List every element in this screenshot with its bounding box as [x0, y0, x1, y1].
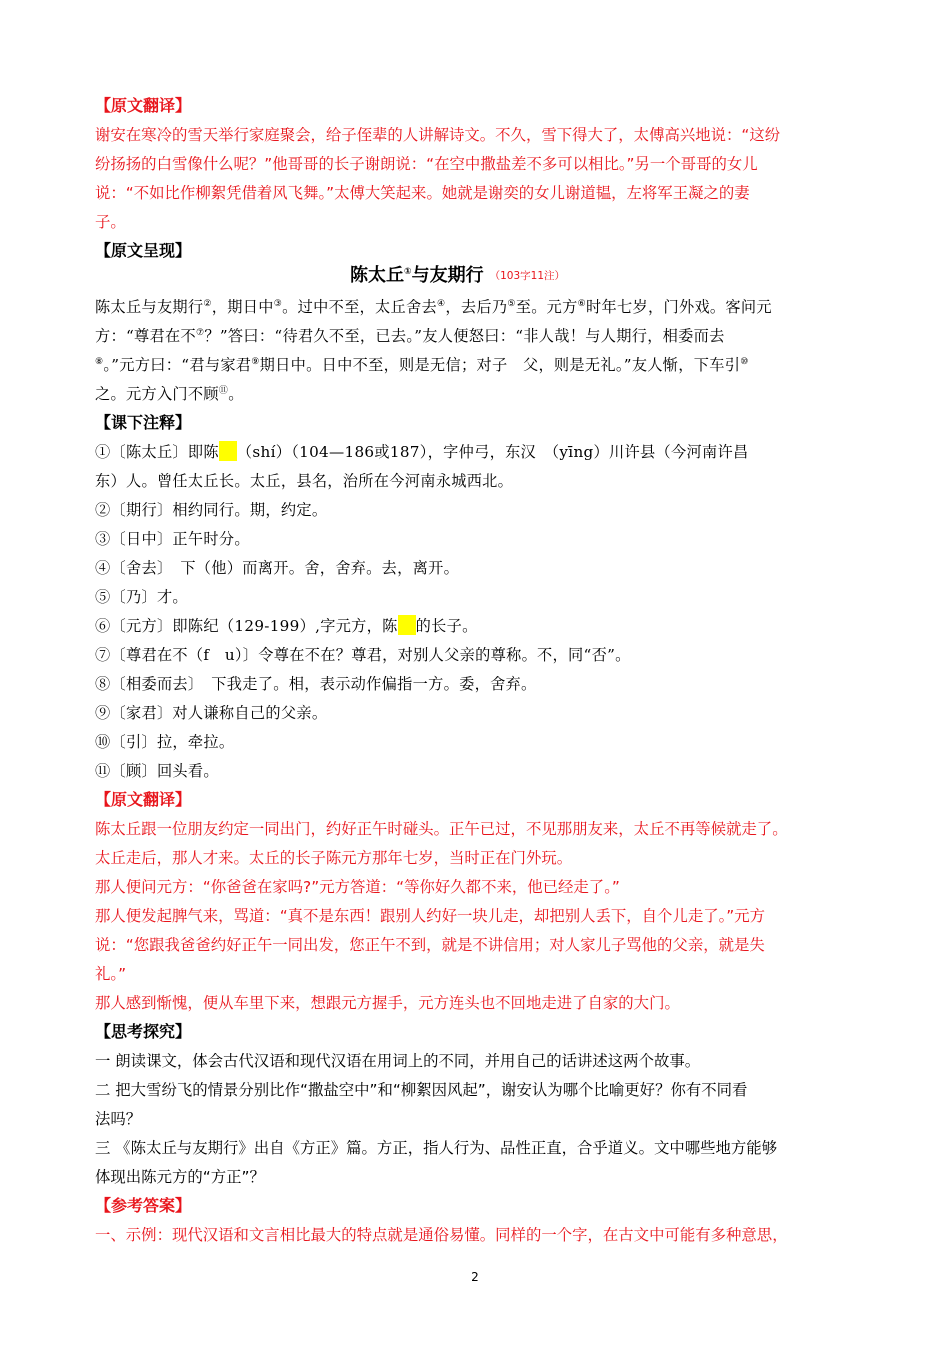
- translation-line: 那人感到惭愧，便从车里下来，想跟元方握手，元方连头也不回地走进了自家的大门。: [95, 994, 680, 1012]
- page-number: 2: [471, 1270, 479, 1284]
- translation-line: 子。: [95, 213, 126, 231]
- translation-line: 陈太丘跟一位朋友约定一同出门，约好正午时碰头。正午已过，不见那朋友来，太丘不再等候就走了。: [95, 820, 788, 838]
- note-item-4: ④〔舍去〕 下（他）而离开。舍，舍弃。去，离开。: [95, 559, 460, 577]
- translation-line: 那人便问元方：“你爸爸在家吗?”元方答道：“等你好久都不来，他已经走了。”: [95, 878, 620, 896]
- section-heading-translation: 【原文翻译】: [95, 96, 192, 115]
- original-text-line: ⑧。”元方曰：“君与家君⑨期日中。日中不至，则是无信；对子 父，则是无礼。”友人惭，下车引⑩: [95, 356, 749, 374]
- note-item-1-cont: 东）人。曾任太丘长。太丘，县名，治所在今河南永城西北。: [95, 472, 514, 490]
- translation-line: 谢安在寒冷的雪天举行家庭聚会，给子侄辈的人讲解诗文。不久，雪下得大了，太傅高兴地说：“这纷: [95, 126, 781, 144]
- question-line: 一 朗读课文，体会古代汉语和现代汉语在用词上的不同，并用自己的话讲述这两个故事。: [95, 1052, 701, 1070]
- translation-line: 纷扬扬的白雪像什么呢？”他哥哥的长子谢朗说：“在空中撒盐差不多可以相比。”另一个哥哥的女儿: [95, 155, 758, 173]
- note-item-10: ⑩〔引〕拉，牵拉。: [95, 733, 235, 751]
- answer-line: 一、示例：现代汉语和文言相比最大的特点就是通俗易懂。同样的一个字，在古文中可能有多种意思，: [95, 1226, 788, 1244]
- translation-line: 那人便发起脾气来，骂道：“真不是东西！跟别人约好一块儿走，却把别人丢下，自个儿走了。”元方: [95, 907, 766, 925]
- note-item-3: ③〔日中〕正午时分。: [95, 530, 250, 548]
- note-item-6: ⑥〔元方〕即陈纪（129-199）,字元方，陈 的长子。: [95, 617, 478, 635]
- section-heading-notes: 【课下注释】: [95, 413, 192, 432]
- translation-line: 说：“不如比作柳絮凭借着风飞舞。”太傅大笑起来。她就是谢奕的女儿谢道韫，左将军王凝之的妻: [95, 184, 750, 202]
- question-line: 体现出陈元方的“方正”？: [95, 1168, 265, 1186]
- text-title: 陈太丘①与友期行 （103字11注）: [350, 265, 566, 286]
- note-item-11: ⑪〔顾〕回头看。: [95, 762, 219, 780]
- question-line: 二 把大雪纷飞的情景分别比作“撒盐空中”和“柳絮因风起”，谢安认为哪个比喻更好？你有不同看: [95, 1081, 748, 1099]
- title-note: （103字11注）: [489, 270, 566, 282]
- original-text-line: 方：“尊君在不⑦？”答曰：“待君久不至，已去。”友人便怒曰：“非人哉！与人期行，相委而去: [95, 327, 725, 345]
- note-item-2: ②〔期行〕相约同行。期，约定。: [95, 501, 328, 519]
- note-item-1: ①〔陈太丘〕即陈 （shí）（104—186或187），字仲弓，东汉 （yīng）川许县（今河南许昌: [95, 443, 749, 461]
- highlight-mark: [219, 441, 237, 461]
- section-heading-thinking: 【思考探究】: [95, 1022, 192, 1041]
- original-text-line: 陈太丘与友期行②，期日中③。过中不至，太丘舍去④，去后乃⑤至。元方⑥时年七岁，门外戏。客问元: [95, 298, 772, 316]
- question-line: 法吗？: [95, 1110, 142, 1128]
- original-text-line: 之。元方入门不顾⑪。: [95, 385, 244, 403]
- note-item-7: ⑦〔尊君在不（f u）〕令尊在不在？尊君，对别人父亲的尊称。不，同“否”。: [95, 646, 631, 664]
- translation-line: 太丘走后，那人才来。太丘的长子陈元方那年七岁，当时正在门外玩。: [95, 849, 573, 867]
- translation-line: 礼。”: [95, 965, 127, 983]
- note-item-5: ⑤〔乃〕才。: [95, 588, 188, 606]
- question-line: 三 《陈太丘与友期行》出自《方正》篇。方正，指人行为、品性正直，合乎道义。文中哪些地方能够: [95, 1139, 778, 1157]
- section-heading-translation-2: 【原文翻译】: [95, 790, 192, 809]
- translation-line: 说：“您跟我爸爸约好正午一同出发，您正午不到，就是不讲信用；对人家儿子骂他的父亲，就是失: [95, 936, 765, 954]
- note-item-8: ⑧〔相委而去〕 下我走了。相，表示动作偏指一方。委，舍弃。: [95, 675, 537, 693]
- section-heading-original: 【原文呈现】: [95, 241, 192, 260]
- highlight-mark: [398, 615, 416, 635]
- section-heading-answers: 【参考答案】: [95, 1196, 192, 1215]
- note-item-9: ⑨〔家君〕对人谦称自己的父亲。: [95, 704, 328, 722]
